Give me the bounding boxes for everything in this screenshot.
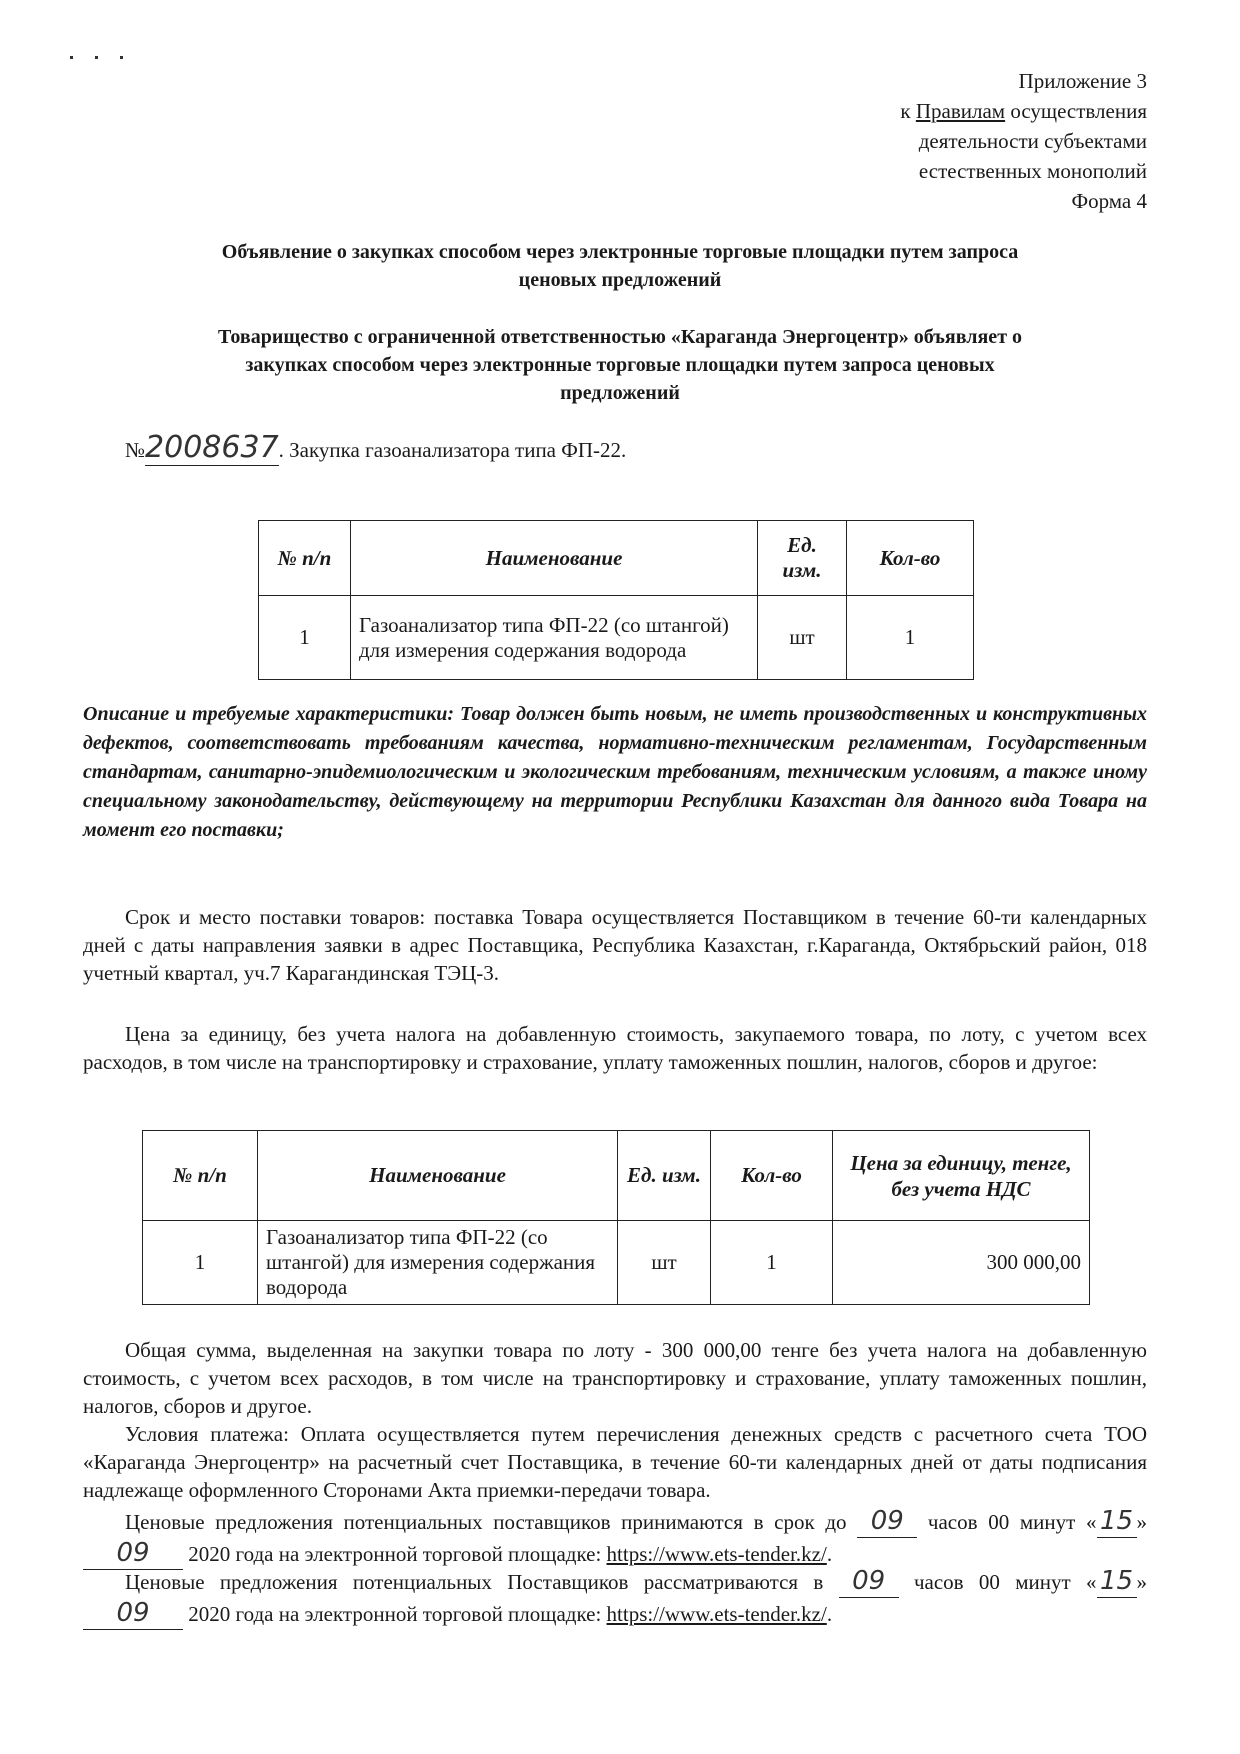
title-line-1: Объявление о закупках способом через электронные торговые площадки путем запроса <box>221 241 1019 263</box>
review-hour: 09 <box>839 1566 899 1598</box>
col-name-header: Наименование <box>258 1131 618 1221</box>
deadline-hour: 09 <box>857 1506 917 1538</box>
row-name: Газоанализатор типа ФП-22 (со штангой) для измерения содержания водорода <box>351 596 758 680</box>
request-subject: . Закупка газоанализатора типа ФП-22. <box>278 438 627 462</box>
appendix-prefix: к <box>900 99 916 123</box>
payment-paragraph <box>83 1420 1147 1504</box>
deadline-text-4: » <box>1136 1510 1147 1534</box>
document-title <box>110 238 1130 294</box>
appendix-suffix: осуществления <box>1005 99 1147 123</box>
row-qty: 1 <box>847 596 974 680</box>
price-table-header <box>143 1131 1090 1221</box>
col-qty-header: Кол-во <box>847 521 974 596</box>
deadline-text-5: 2020 года на электронной торговой площадке: <box>188 1542 602 1566</box>
ets-tender-link[interactable]: https://www.ets-tender.kz/ <box>606 1602 827 1626</box>
deadline-month: 09 <box>83 1538 183 1570</box>
items-table-header <box>259 521 974 596</box>
col-unit-header: Ед. изм. <box>758 521 847 596</box>
row-qty: 1 <box>711 1221 833 1305</box>
subtitle-line-1: Товарищество с ограниченной ответственностью «Караганда Энергоцентр» объявляет о <box>217 326 1023 348</box>
review-text-1: Ценовые предложения потенциальных Поставщиков рассматриваются в <box>125 1570 824 1594</box>
col-num-header: № п/п <box>143 1131 258 1221</box>
row-num: 1 <box>143 1221 258 1305</box>
appendix-line-2 <box>900 96 1147 126</box>
review-day: 15 <box>1097 1566 1137 1598</box>
table-row <box>143 1221 1090 1305</box>
total-paragraph <box>83 1336 1147 1420</box>
col-unit-header: Ед. изм. <box>618 1131 711 1221</box>
review-paragraph <box>83 1566 1147 1630</box>
rules-link[interactable]: Правилам <box>915 99 1006 123</box>
delivery-text: Срок и место поставки товаров: поставка Товара осуществляется Поставщиком в течение 60-ти календарных дней с даты направления заявки в адрес Поставщика, Республика Казахстан, г.Караганда, Октябрьский район, 018 учетный квартал, уч.7 Карагандинская ТЭЦ-3. <box>83 905 1147 985</box>
col-qty-header: Кол-во <box>711 1131 833 1221</box>
review-text-6: . <box>826 1602 833 1626</box>
deadline-text-6: . <box>826 1542 833 1566</box>
appendix-line-4: естественных монополий <box>918 159 1147 183</box>
document-subtitle <box>110 323 1130 407</box>
row-unit: шт <box>758 596 847 680</box>
scan-specks <box>70 46 145 64</box>
deadline-text-1: Ценовые предложения потенциальных поставщиков принимаются в срок до <box>125 1510 847 1534</box>
review-text-4: » <box>1136 1570 1147 1594</box>
col-name-header: Наименование <box>351 521 758 596</box>
row-num: 1 <box>259 596 351 680</box>
row-price: 300 000,00 <box>833 1221 1090 1305</box>
request-number: 2008637 <box>145 430 279 465</box>
number-sign: № <box>125 438 146 462</box>
review-text-3: « <box>1086 1570 1097 1594</box>
title-line-2: ценовых предложений <box>518 269 722 291</box>
appendix-line-3: деятельности субъектами <box>918 129 1147 153</box>
appendix-header <box>900 66 1147 216</box>
price-table <box>142 1130 1090 1305</box>
appendix-form-number: Форма 4 <box>1071 189 1147 213</box>
total-text: Общая сумма, выделенная на закупки товара по лоту - 300 000,00 тенге без учета налога на добавленную стоимость, с учетом всех расходов, в том числе на транспортировку и страхование, уплату таможенных пошлин, налогов, сборов и другое. <box>83 1338 1147 1418</box>
subtitle-line-3: предложений <box>560 382 680 404</box>
review-text-5: 2020 года на электронной торговой площадке: <box>188 1602 602 1626</box>
col-price-header: Цена за единицу, тенге, без учета НДС <box>833 1131 1090 1221</box>
price-intro-paragraph <box>83 1020 1147 1076</box>
description-paragraph: Описание и требуемые характеристики: Товар должен быть новым, не иметь производственных и конструктивных дефектов, соответствовать требованиям качества, нормативно-техническим регламентам, Государственным стандартам, санитарно-эпидемиологическим и экологическим требованиям, техническим условиям, а также иному специальному законодательству, действующему на территории Республики Казахстан для данного вида Товара на момент его поставки; <box>83 703 1147 841</box>
price-intro-text: Цена за единицу, без учета налога на добавленную стоимость, закупаемого товара, по лоту, с учетом всех расходов, в том числе на транспортировку и страхование, уплату таможенных пошлин, налогов, сборов и другое: <box>83 1022 1147 1074</box>
payment-text: Условия платежа: Оплата осуществляется путем перечисления денежных средств с расчетного счета ТОО «Караганда Энергоцентр» на расчетный счет Поставщика, в течение 60-ти календарных дней от даты подписания надлежаще оформленного Сторонами Акта приемки-передачи товара. <box>83 1422 1147 1502</box>
row-unit: шт <box>618 1221 711 1305</box>
col-num-header: № п/п <box>259 521 351 596</box>
appendix-line-1: Приложение 3 <box>1018 69 1147 93</box>
row-name: Газоанализатор типа ФП-22 (со штангой) для измерения содержания водорода <box>258 1221 618 1305</box>
ets-tender-link[interactable]: https://www.ets-tender.kz/ <box>606 1542 827 1566</box>
deadline-text-2: часов 00 <box>927 1510 1010 1534</box>
review-text-2: часов 00 минут <box>913 1570 1071 1594</box>
deadline-text-3: минут « <box>1019 1510 1097 1534</box>
delivery-paragraph <box>83 903 1147 987</box>
deadline-day: 15 <box>1097 1506 1137 1538</box>
review-month: 09 <box>83 1598 183 1630</box>
deadline-paragraph <box>83 1506 1147 1570</box>
items-table <box>258 520 974 680</box>
subtitle-line-2: закупках способом через электронные торговые площадки путем запроса ценовых <box>245 354 995 376</box>
request-line <box>125 430 626 466</box>
table-row <box>259 596 974 680</box>
